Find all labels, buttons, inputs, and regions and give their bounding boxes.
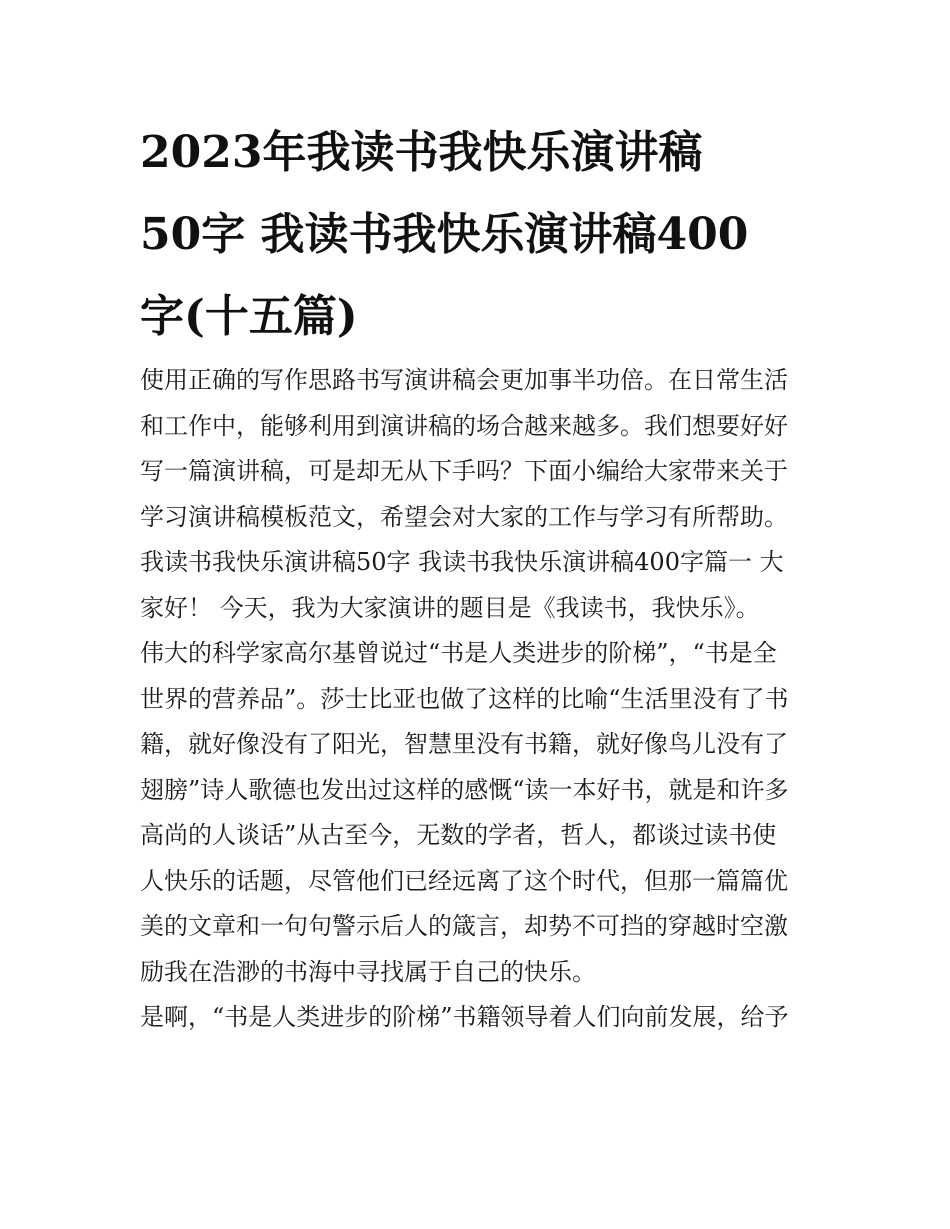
body-line: 励我在浩渺的书海中寻找属于自己的快乐。	[140, 957, 596, 986]
body-line: 是啊，“书是人类进步的阶梯”书籍领导着人们向前发展，给予	[140, 1003, 789, 1031]
body-line: 世界的营养品”。莎士比亚也做了这样的比喻“生活里没有了书	[140, 684, 789, 713]
body-line: 伟大的科学家高尔基曾说过“书是人类进步的阶梯”，“书是全	[140, 639, 777, 667]
document-body	[140, 358, 820, 1041]
title-line-2: 50字 我读书我快乐演讲稿400	[140, 209, 749, 260]
body-line: 学习演讲稿模板范文，希望会对大家的工作与学习有所帮助。	[140, 502, 788, 531]
body-line: 使用正确的写作思路书写演讲稿会更加事半功倍。在日常生活	[140, 366, 788, 394]
body-line: 翅膀”诗人歌德也发出过这样的感慨“读一本好书，就是和许多	[140, 775, 789, 804]
body-line: 写一篇演讲稿，可是却无从下手吗？下面小编给大家带来关于	[140, 457, 788, 485]
title-line-1: 2023年我读书我快乐演讲稿	[140, 127, 703, 178]
body-line: 高尚的人谈话”从古至今，无数的学者，哲人，都谈过读书使	[140, 821, 777, 849]
body-line: 人快乐的话题，尽管他们已经远离了这个时代，但那一篇篇优	[140, 866, 788, 895]
body-line: 美的文章和一句句警示后人的箴言，却势不可挡的穿越时空激	[140, 912, 788, 940]
document-title	[140, 112, 820, 358]
body-line: 家好！ 今天，我为大家演讲的题目是《我读书，我快乐》。	[140, 593, 760, 622]
title-line-3: 字(十五篇)	[140, 291, 358, 342]
body-line: 我读书我快乐演讲稿50字 我读书我快乐演讲稿400字篇一 大	[140, 548, 784, 576]
body-line: 籍，就好像没有了阳光，智慧里没有书籍，就好像鸟儿没有了	[140, 730, 788, 758]
body-line: 和工作中，能够利用到演讲稿的场合越来越多。我们想要好好	[140, 411, 788, 440]
